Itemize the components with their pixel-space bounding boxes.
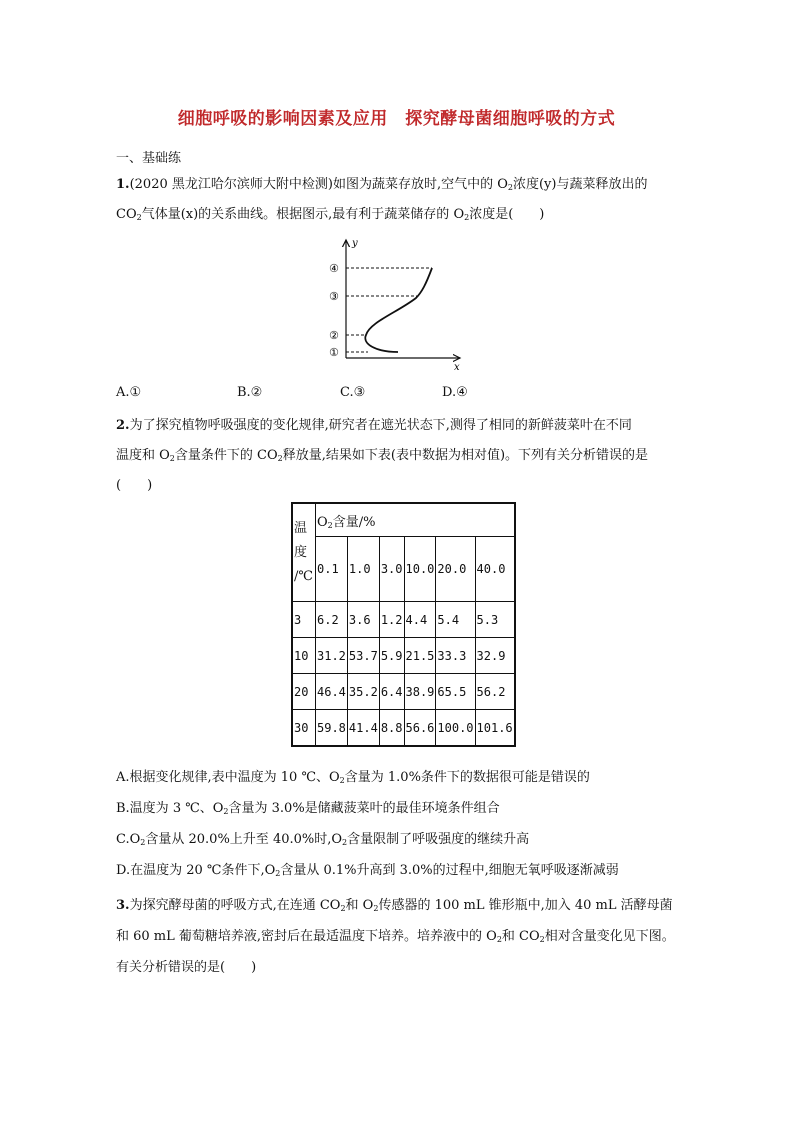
q2-option-b[interactable]: B.温度为 3 ℃、$O_2$含量为 3.0%是储藏菠菜叶的最佳环境条件组合 xyxy=(116,801,500,816)
q2-line1: 2.为了探究植物呼吸强度的变化规律,研究者在遮光状态下,测得了相同的新鲜菠菜叶在不同 xyxy=(116,418,632,433)
value-cell: 21.5 xyxy=(404,638,436,674)
value-cell: 56.6 xyxy=(404,710,436,747)
q2-line3: ( ) xyxy=(116,478,153,493)
value-cell: 5.3 xyxy=(475,602,515,638)
o2-level: 1.0 xyxy=(347,537,379,602)
value-cell: 100.0 xyxy=(436,710,475,747)
value-cell: 53.7 xyxy=(347,638,379,674)
value-cell: 33.3 xyxy=(436,638,475,674)
q1-figure xyxy=(326,236,466,372)
table-row xyxy=(292,638,515,674)
x-axis-label: x xyxy=(454,362,460,372)
tick-1: ① xyxy=(329,346,339,359)
q1-option-c[interactable]: C.③ xyxy=(340,385,366,400)
q1-line1: 1.(2020 黑龙江哈尔滨师大附中检测)如图为蔬菜存放时,空气中的 $O_2$浓度(y)与蔬菜释放出的 xyxy=(116,177,648,192)
value-cell: 8.8 xyxy=(379,710,404,747)
temp-header: 温 度 /℃ xyxy=(292,503,316,602)
temp-cell: 10 xyxy=(292,638,316,674)
o2-level: 20.0 xyxy=(436,537,475,602)
tick-3: ③ xyxy=(329,290,339,303)
value-cell: 3.6 xyxy=(347,602,379,638)
value-cell: 5.4 xyxy=(436,602,475,638)
value-cell: 46.4 xyxy=(316,674,348,710)
value-cell: 31.2 xyxy=(316,638,348,674)
value-cell: 56.2 xyxy=(475,674,515,710)
q1-number: 1. xyxy=(116,177,130,192)
table-row xyxy=(292,674,515,710)
value-cell: 5.9 xyxy=(379,638,404,674)
tick-4: ④ xyxy=(329,262,339,275)
value-cell: 4.4 xyxy=(404,602,436,638)
q1-option-a[interactable]: A.① xyxy=(116,385,142,400)
tick-2: ② xyxy=(329,329,339,342)
q2-option-d[interactable]: D.在温度为 20 ℃条件下$,O_2$含量从 0.1%升高到 3.0%的过程中,细胞无氧呼吸逐渐减弱 xyxy=(116,863,619,878)
q1-line2: $CO_2$气体量(x)的关系曲线。根据图示,最有利于蔬菜储存的 $O_2$浓度是( ) xyxy=(116,207,545,222)
value-cell: 32.9 xyxy=(475,638,515,674)
value-cell: 6.4 xyxy=(379,674,404,710)
q2-data-table xyxy=(291,502,516,747)
q2-option-c[interactable]: $C.O_2$含量从 20.0%上升至 40.0%时$,O_2$含量限制了呼吸强度的继续升高 xyxy=(116,832,530,847)
table-row xyxy=(292,602,515,638)
value-cell: 35.2 xyxy=(347,674,379,710)
q1-option-b[interactable]: B.② xyxy=(237,385,263,400)
o2-header: $O_2$含量/% xyxy=(316,503,515,537)
q1-option-d[interactable]: D.④ xyxy=(442,385,468,400)
q3-line1: 3.为探究酵母菌的呼吸方式,在连通 $CO_2$和 $O_2$传感器的 100 mL 锥形瓶中,加入 40 mL 活酵母菌 xyxy=(116,898,673,913)
page-title: 细胞呼吸的影响因素及应用 探究酵母菌细胞呼吸的方式 xyxy=(177,109,616,129)
q3-number: 3. xyxy=(116,898,130,913)
temp-cell: 30 xyxy=(292,710,316,747)
value-cell: 38.9 xyxy=(404,674,436,710)
o2-level: 40.0 xyxy=(475,537,515,602)
o2-level: 10.0 xyxy=(404,537,436,602)
q2-number: 2. xyxy=(116,418,130,433)
value-cell: 6.2 xyxy=(316,602,348,638)
value-cell: 41.4 xyxy=(347,710,379,747)
temp-cell: 20 xyxy=(292,674,316,710)
y-axis-label: y xyxy=(352,238,358,249)
section-heading: 一、基础练 xyxy=(116,151,182,166)
q3-line3: 有关分析错误的是( ) xyxy=(116,960,257,975)
o2-level: 0.1 xyxy=(316,537,348,602)
temp-cell: 3 xyxy=(292,602,316,638)
q1-curve xyxy=(365,268,432,352)
value-cell: 1.2 xyxy=(379,602,404,638)
q2-line2: 温度和 $O_2$含量条件下的 $CO_2$释放量,结果如下表(表中数据为相对值)。下列有关分析错误的是 xyxy=(116,448,649,463)
value-cell: 65.5 xyxy=(436,674,475,710)
table-row xyxy=(292,710,515,747)
q3-line2: 和 60 mL 葡萄糖培养液,密封后在最适温度下培养。培养液中的 $O_2$和 $CO_2$相对含量变化见下图。 xyxy=(116,929,675,944)
q2-option-a[interactable]: A.根据变化规律,表中温度为 10 ℃、$O_2$含量为 1.0%条件下的数据很可能是错误的 xyxy=(116,770,590,785)
value-cell: 101.6 xyxy=(475,710,515,747)
o2-level: 3.0 xyxy=(379,537,404,602)
value-cell: 59.8 xyxy=(316,710,348,747)
